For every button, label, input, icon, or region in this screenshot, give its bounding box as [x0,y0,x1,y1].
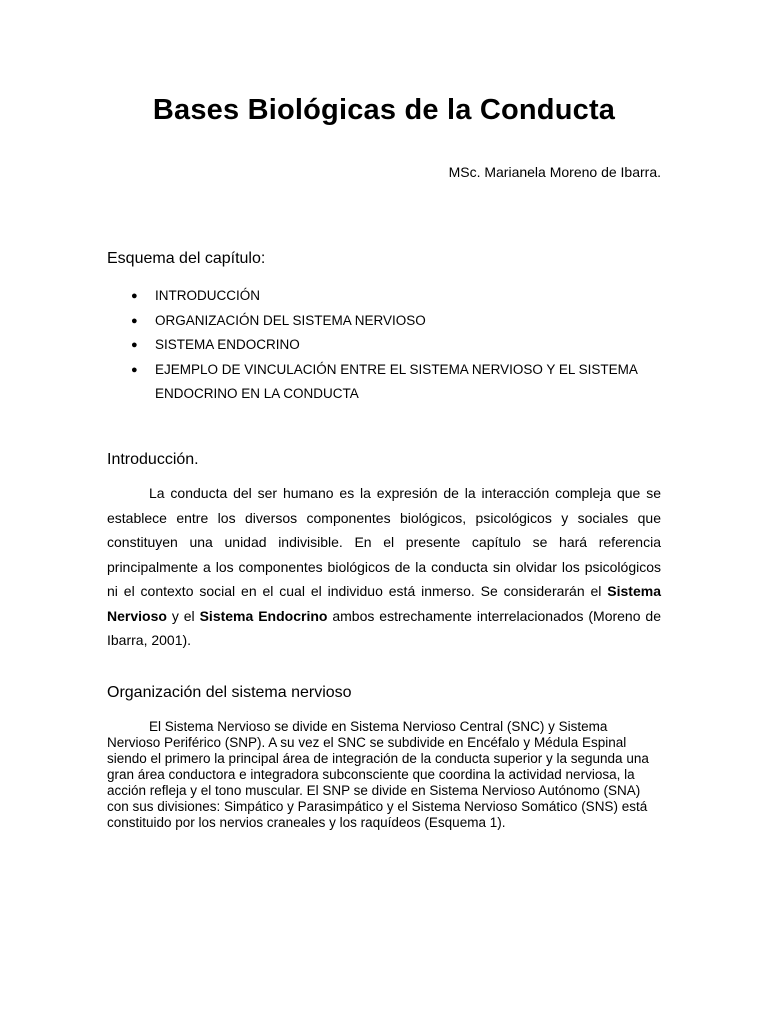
introduction-paragraph [107,481,661,653]
list-item [107,333,667,358]
bullet-icon: ● [131,339,138,351]
paragraph-line: constituido por los nervios craneales y los raquídeos (Esquema 1). [107,815,506,830]
list-item [107,309,667,334]
intro-bold-term: Sistema Nervioso [107,583,661,624]
intro-text-part2: y el [166,607,200,624]
paragraph-line: Nervioso Periférico (SNP). A su vez el SNC se subdivide en Encéfalo y Médula Espinal [107,735,627,750]
line-text: El Sistema Nervioso se divide en Sistema Nervioso Central (SNC) y Sistema [149,719,608,734]
outline-item-label: INTRODUCCIÓN [155,288,260,303]
outline-item-label: ORGANIZACIÓN DEL SISTEMA NERVIOSO [155,312,426,328]
list-item [107,284,667,309]
paragraph-line: acción refleja y el tono muscular. El SNP se divide en Sistema Nervioso Autónomo (SNA) [107,783,641,798]
outline-item-label: SISTEMA ENDOCRINO [155,337,300,352]
organization-heading: Organización del sistema nervioso [107,684,352,701]
paragraph-line: siendo el primero la principal área de integración de la conducta superior y la segunda una [107,751,649,766]
outline-heading: Esquema del capítulo: [107,250,266,267]
paragraph-line: con sus divisiones: Simpático y Parasimpático y el Sistema Nervioso Somático (SNS) está [107,799,648,814]
bullet-icon: ● [131,290,138,302]
paragraph-line: gran área conductora e integradora subconsciente que coordina la actividad nerviosa, la [107,767,635,782]
outline-list [107,284,667,407]
intro-bold-term: Sistema Endocrino [199,607,328,624]
paragraph-line [107,719,663,735]
document-author: MSc. Marianela Moreno de Ibarra. [448,164,661,180]
intro-text-part3: ambos estrechamente interrelacionados (Moreno de Ibarra, 2001). [107,607,661,648]
intro-text-part1: La conducta del ser humano es la expresión de la interacción compleja que se establece entre los diversos componentes biológicos, psicológicos y sociales que constituyen una unidad indivisible. En el presente capítulo se hará referencia principalmente a los componentes biológicos de la conducta sin olvidar los psicológicos ni el contexto social en el cual el individuo está inmerso. Se considerarán el [107,485,661,599]
document-title: Bases Biológicas de la Conducta [152,94,616,126]
bullet-icon: ● [131,363,138,376]
organization-paragraph [107,719,663,831]
introduction-heading: Introducción. [107,451,199,468]
list-item [107,358,667,407]
outline-item-label: EJEMPLO DE VINCULACIÓN ENTRE EL SISTEMA NERVIOSO Y EL SISTEMA ENDOCRINO EN LA CONDUCTA [155,361,638,401]
bullet-icon: ● [131,314,138,327]
